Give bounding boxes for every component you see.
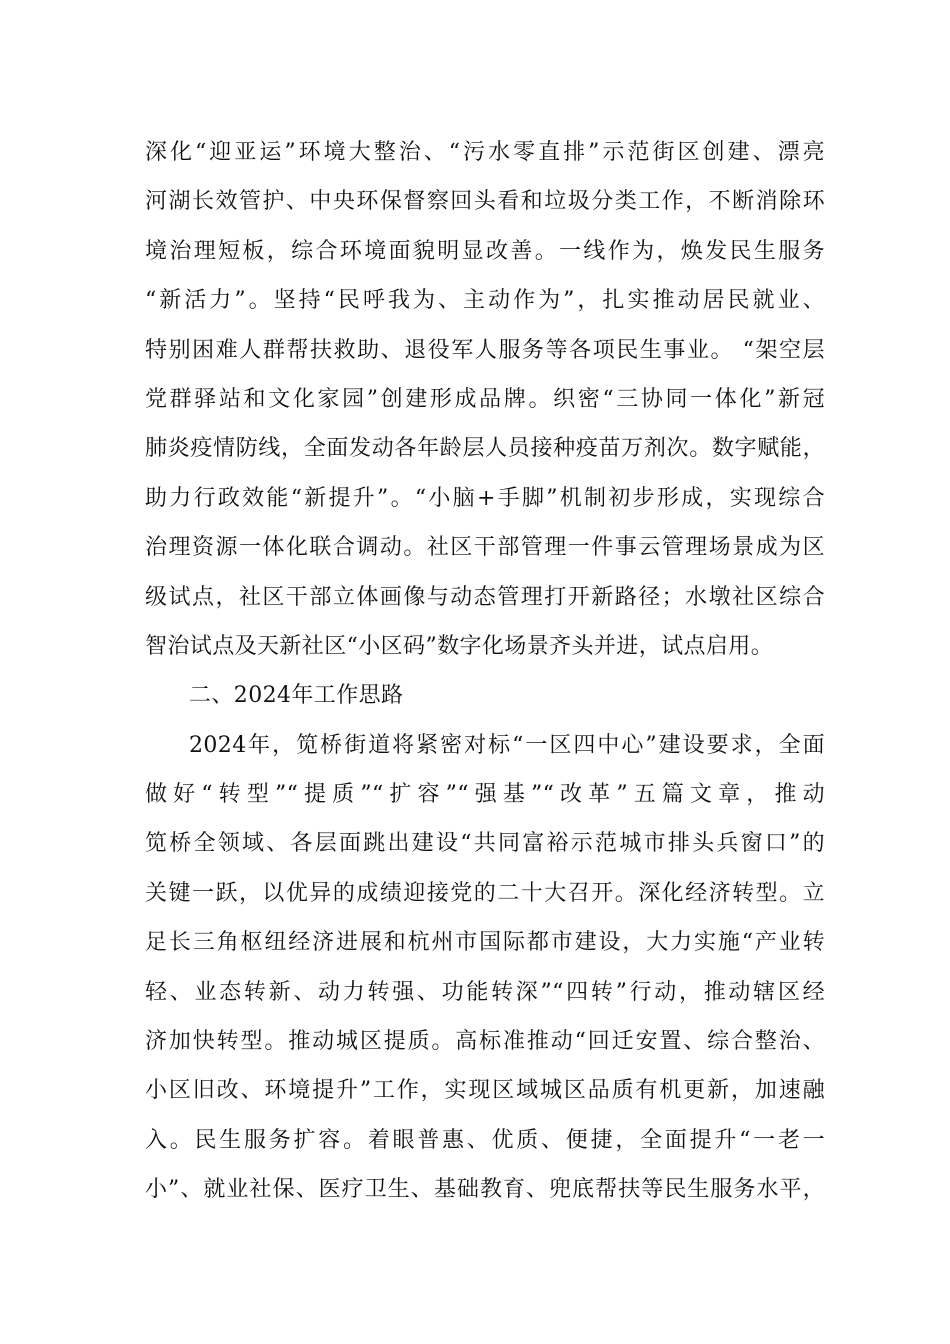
text-line: 小区旧改、环境提升”工作，实现区域城区品质有机更新，加速融 (145, 1078, 825, 1104)
text-line: 关键一跃，以优异的成绩迎接党的二十大召开。深化经济转型。立 (145, 880, 825, 906)
text-line: 小”、就业社保、医疗卫生、基础教育、兜底帮扶等民生服务水平， (145, 1177, 825, 1203)
document-body (145, 133, 825, 1220)
text-line: 济加快转型。推动城区提质。高标准推动“回迁安置、综合整治、 (145, 1029, 825, 1055)
text-line: “新活力”。坚持“民呼我为、主动作为”，扎实推动居民就业、 (145, 288, 825, 314)
text-line: 特别困难人群帮扶救助、退役军人服务等各项民生事业。 “架空层 (145, 337, 825, 363)
text-line: 入。民生服务扩容。着眼普惠、优质、便捷，全面提升“一老一 (145, 1127, 825, 1153)
text-line: 足长三角枢纽经济进展和杭州市国际都市建设，大力实施“产业转 (145, 930, 825, 956)
text-line: 境治理短板，综合环境面貌明显改善。一线作为，焕发民生服务 (145, 238, 825, 264)
text-line: 深化“迎亚运”环境大整治、“污水零直排”示范街区创建、漂亮 (145, 140, 825, 165)
text-line: 河湖长效管护、中央环保督察回头看和垃圾分类工作，不断消除环 (145, 189, 825, 215)
section-heading: 二、2024年工作思路 (189, 683, 404, 709)
text-line: 治理资源一体化联合调动。社区干部管理一件事云管理场景成为区 (145, 535, 825, 561)
text-line: 肺炎疫情防线，全面发动各年龄层人员接种疫苗万剂次。数字赋能， (145, 436, 825, 462)
text-line: 智治试点及天新社区“小区码”数字化场景齐头并进，试点启用。 (145, 633, 774, 659)
text-line: 助力行政效能“新提升”。“小脑+手脚”机制初步形成，实现综合 (145, 485, 825, 511)
text-line: 2024年，笕桥街道将紧密对标“一区四中心”建设要求，全面 (189, 732, 825, 758)
text-line: 党群驿站和文化家园”创建形成品牌。织密“三协同一体化”新冠 (145, 386, 825, 412)
text-line: 级试点，社区干部立体画像与动态管理打开新路径；水墩社区综合 (145, 584, 825, 610)
text-line: 笕桥全领域、各层面跳出建设“共同富裕示范城市排头兵窗口”的 (145, 831, 825, 857)
text-line: 做好“转型”“提质”“扩容”“强基”“改革”五篇文章，推动 (145, 782, 825, 808)
text-line: 轻、业态转新、动力转强、功能转深”“四转”行动，推动辖区经 (145, 979, 825, 1005)
